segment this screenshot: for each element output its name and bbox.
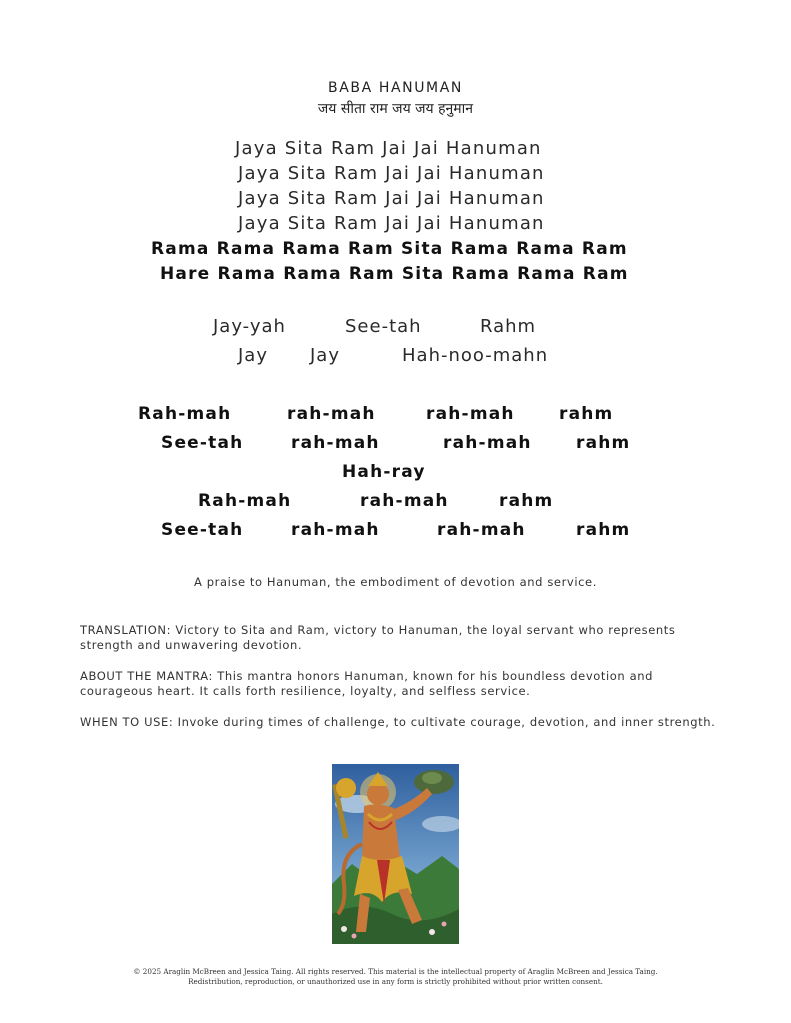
mantra-bold-line: Rama Rama Rama Ram Sita Rama Rama Ram [151,239,628,259]
phonetic-bold-word: rahm [576,520,631,540]
phonetic-bold-word: Hah-ray [342,462,426,482]
phonetic-bold-word: rahm [576,433,631,453]
phonetic-bold-word: rah-mah [287,404,376,424]
copyright-line: Redistribution, reproduction, or unauthorized use in any form is strictly prohibited without prior written consent. [188,977,603,986]
mantra-line: Jaya Sita Ram Jai Jai Hanuman [238,188,545,209]
devanagari-title: जय सीता राम जय जय हनुमान [317,101,474,117]
phonetic-bold-word: rah-mah [360,491,449,511]
subtitle: A praise to Hanuman, the embodiment of devotion and service. [194,575,597,589]
when-to-use-paragraph: WHEN TO USE: Invoke during times of challenge, to cultivate courage, devotion, and inner strength. [80,715,716,729]
phonetic-word: Hah-noo-mahn [402,345,549,366]
mantra-line: Jaya Sita Ram Jai Jai Hanuman [238,163,545,184]
mantra-line: Jaya Sita Ram Jai Jai Hanuman [235,138,542,159]
translation-paragraph: TRANSLATION: Victory to Sita and Ram, victory to Hanuman, the loyal servant who represents strength and unwavering devotion. [80,623,676,652]
phonetic-bold-word: See-tah [161,433,244,453]
mantra-bold-line: Hare Rama Rama Ram Sita Rama Rama Ram [160,264,629,284]
phonetic-bold-word: See-tah [161,520,244,540]
phonetic-word: See-tah [345,316,422,337]
hanuman-artwork [332,764,459,944]
phonetic-word: Rahm [480,316,537,337]
about-paragraph: ABOUT THE MANTRA: This mantra honors Hanuman, known for his boundless devotion and courageous heart. It calls forth resilience, loyalty, and selfless service. [80,669,653,698]
phonetic-bold-word: rah-mah [443,433,532,453]
phonetic-word: Jay-yah [213,316,286,337]
page-title: BABA HANUMAN [328,80,463,96]
phonetic-bold-word: rah-mah [437,520,526,540]
phonetic-bold-word: rah-mah [291,433,380,453]
phonetic-bold-word: rah-mah [291,520,380,540]
phonetic-bold-word: rahm [559,404,614,424]
phonetic-word: Jay [310,345,340,366]
phonetic-bold-word: Rah-mah [198,491,292,511]
phonetic-bold-word: rah-mah [426,404,515,424]
phonetic-bold-word: Rah-mah [138,404,232,424]
phonetic-word: Jay [238,345,268,366]
copyright-line: © 2025 Araglin McBreen and Jessica Taing. All rights reserved. This material is the intellectual property of Araglin McBreen and Jessica Taing. [133,967,658,976]
phonetic-bold-word: rahm [499,491,554,511]
mantra-line: Jaya Sita Ram Jai Jai Hanuman [238,213,545,234]
